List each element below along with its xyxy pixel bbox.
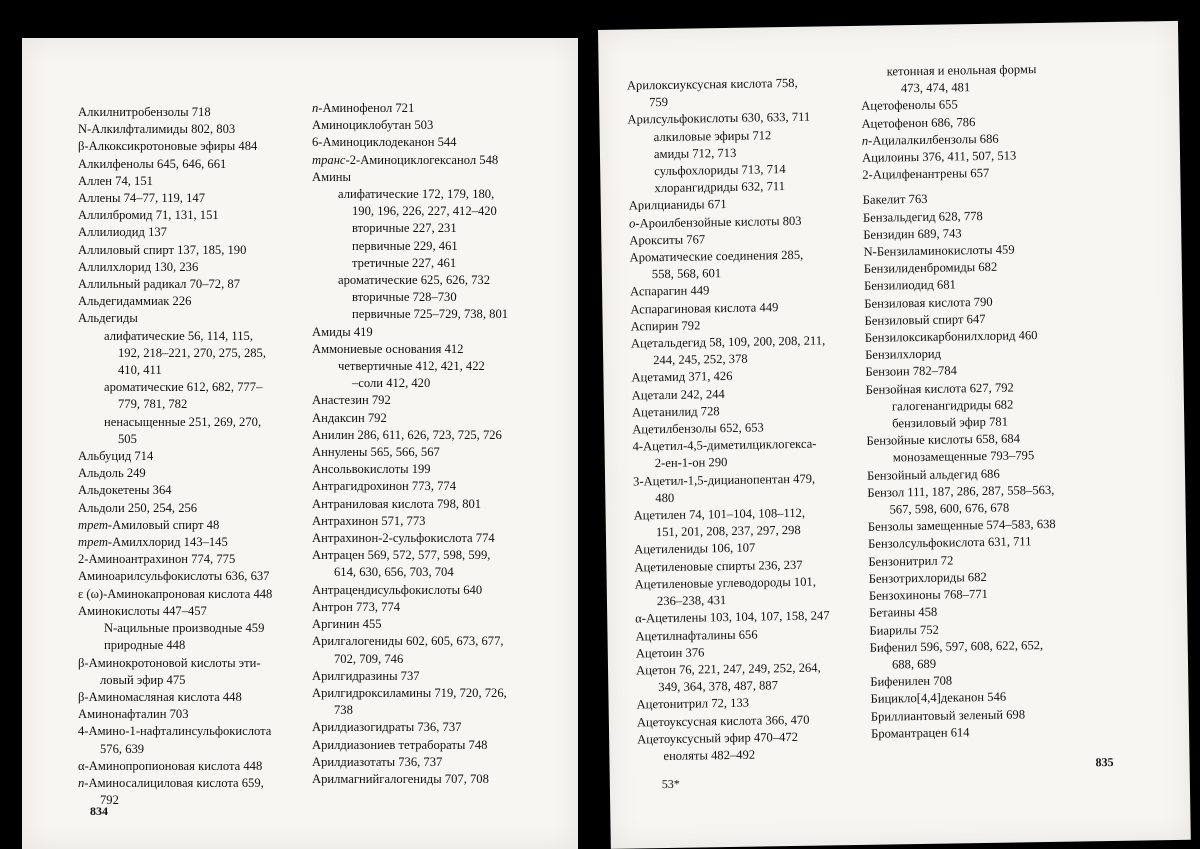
index-entry: монозамещенные 793–795 <box>892 448 1035 465</box>
index-entry: 2-Аминоантрахинон 774, 775 <box>78 552 236 567</box>
index-entry: Ацетоуксусный эфир 470–472 <box>637 729 799 747</box>
index-entry: Аспарагин 449 <box>630 283 710 299</box>
italic-prefix: n <box>312 101 319 115</box>
index-entry: Арилгалогениды 602, 605, 673, 677, <box>312 634 504 649</box>
index-entry: Андаксин 792 <box>312 410 387 425</box>
index-entry: Антрацен 569, 572, 577, 598, 599, <box>312 548 491 563</box>
left-page-column-1 <box>78 104 272 809</box>
index-entry: Бензиловый спирт 647 <box>864 311 986 328</box>
index-entry: Аллены 74–77, 119, 147 <box>78 191 205 206</box>
index-entry: Аммониевые основания 412 <box>312 341 464 356</box>
index-entry: Ацетилениды 106, 107 <box>634 541 756 557</box>
index-entry: Аминонафталин 703 <box>78 707 189 722</box>
index-entry: четвертичные 412, 421, 422 <box>338 359 485 374</box>
index-entry: Аспарагиновая кислота 449 <box>630 299 779 317</box>
index-entry: Альдоль 249 <box>78 466 146 481</box>
index-entry: 558, 568, 601 <box>651 266 722 282</box>
entry-text: -2-Аминоциклогексанол 548 <box>345 152 499 167</box>
index-entry <box>78 775 272 792</box>
index-entry: Арилгидроксиламины 719, 720, 726, <box>312 685 507 700</box>
page-number: 835 <box>1095 754 1114 770</box>
index-entry: 3-Ацетил-1,5-дицианопентан 479, <box>632 471 816 489</box>
index-entry: Аннулены 565, 566, 567 <box>312 445 440 460</box>
index-entry: Альдегидаммиак 226 <box>78 294 192 309</box>
index-entry: амиды 712, 713 <box>653 145 737 161</box>
index-entry: Арилдиазотаты 736, 737 <box>312 754 443 769</box>
index-entry: Бензилиодид 681 <box>863 277 956 294</box>
index-entry: Бромантрацен 614 <box>870 724 970 741</box>
italic-prefix: n <box>78 775 85 790</box>
index-entry: Антрагидрохинон 773, 774 <box>312 479 457 494</box>
index-entry: Арилоксиуксусная кислота 758, <box>626 75 798 93</box>
index-entry: Ацетонитрил 72, 133 <box>636 696 750 712</box>
index-entry: 480 <box>655 490 675 506</box>
index-entry: 702, 709, 746 <box>334 651 404 666</box>
index-entry <box>629 212 824 232</box>
index-entry: Бифенил 596, 597, 608, 622, 652, <box>869 637 1044 655</box>
page-number: 834 <box>90 804 108 818</box>
index-entry: Ацетиленовые спирты 236, 237 <box>634 557 803 575</box>
index-entry: Аллен 74, 151 <box>78 173 153 188</box>
entry-text: -Аминосалициловая кислота 659, <box>84 775 264 790</box>
index-entry: Ацетанилид 728 <box>631 403 720 420</box>
index-entry: Ацетоин 376 <box>635 645 705 661</box>
index-entry: Антрон 773, 774 <box>312 599 401 614</box>
index-entry: α-Аминопропионовая кислота 448 <box>78 758 263 773</box>
index-entry: Аминоциклобутан 503 <box>312 118 434 133</box>
index-entry: Бензойные кислоты 658, 684 <box>866 431 1021 449</box>
index-entry: Анилин 286, 611, 626, 723, 725, 726 <box>312 427 502 442</box>
index-entry: 4-Ацетил-4,5-диметилциклогекса- <box>632 436 817 454</box>
index-entry: ароматические 612, 682, 777– <box>104 380 263 395</box>
index-entry: Алкилнитробензолы 718 <box>78 105 211 119</box>
index-entry: 151, 201, 208, 237, 297, 298 <box>655 523 801 540</box>
index-entry: Антрацендисульфокислоты 640 <box>312 582 483 597</box>
right-page-column-2 <box>861 61 1059 743</box>
index-entry: –соли 412, 420 <box>352 376 431 391</box>
index-entry: Бензотрихлориды 682 <box>868 569 987 586</box>
index-entry: 688, 689 <box>891 656 937 672</box>
index-entry: Бензиловая кислота 790 <box>864 294 993 311</box>
index-entry: Аллиловый спирт 137, 185, 190 <box>78 242 247 257</box>
index-entry: ловый эфир 475 <box>100 672 186 687</box>
index-entry: N-Алкилфталимиды 802, 803 <box>78 122 236 137</box>
index-entry: Биарилы 752 <box>869 622 939 638</box>
entry-text: -Аминофенол 721 <box>318 101 415 115</box>
index-entry: Алкилфенолы 645, 646, 661 <box>78 156 227 171</box>
index-entry: Аргинин 455 <box>312 617 382 632</box>
index-entry: Антраниловая кислота 798, 801 <box>312 496 482 511</box>
index-entry <box>78 517 272 534</box>
index-entry: 236–238, 431 <box>656 593 727 609</box>
italic-prefix: трет <box>78 517 108 532</box>
index-entry: Альдокетены 364 <box>78 483 172 498</box>
index-entry: ε (ω)-Аминокапроновая кислота 448 <box>78 586 273 601</box>
entry-text: -Амилхлорид 143–145 <box>107 535 228 550</box>
index-entry: Бензилиденбромиды 682 <box>863 259 998 277</box>
index-entry: Бензоин 782–784 <box>865 363 957 380</box>
index-entry: Ацетоуксусная кислота 366, 470 <box>636 712 810 729</box>
index-entry <box>312 152 508 169</box>
index-entry: 190, 196, 226, 227, 412–420 <box>352 204 497 219</box>
index-entry: 738 <box>334 703 353 718</box>
index-entry: алкиловые эфиры 712 <box>653 127 772 144</box>
index-entry: 779, 781, 782 <box>118 397 188 412</box>
index-entry: α-Ацетилены 103, 104, 107, 158, 247 <box>635 608 830 626</box>
index-entry: Анастезин 792 <box>312 393 391 408</box>
index-entry: Бензонитрил 72 <box>868 553 954 569</box>
index-entry: Аллильный радикал 70–72, 87 <box>78 277 240 292</box>
index-entry: Бензойный альдегид 686 <box>866 466 1000 483</box>
index-entry: 576, 639 <box>100 741 145 756</box>
index-entry: Аллилиодид 137 <box>78 225 167 240</box>
index-entry: Бакелит 763 <box>862 192 928 208</box>
entry-text: -Ароилбензойные кислоты 803 <box>635 213 802 231</box>
index-entry: 4-Амино-1-нафталинсульфокислота <box>78 724 272 739</box>
entry-text: -Ацилалкилбензолы 686 <box>867 131 999 148</box>
index-entry: вторичные 227, 231 <box>352 221 457 236</box>
index-entry: 244, 245, 252, 378 <box>653 351 748 368</box>
index-entry: Арилдиазогидраты 736, 737 <box>312 720 462 735</box>
index-entry: Арилгидразины 737 <box>312 668 420 683</box>
index-entry: галогенангидриды 682 <box>891 397 1014 414</box>
index-entry: N-ацильные производные 459 <box>104 621 265 636</box>
index-entry: Арилдиазониев тетрабораты 748 <box>312 737 488 752</box>
index-entry: Бензол 111, 187, 286, 287, 558–563, <box>867 482 1055 500</box>
index-entry: Ацетальдегид 58, 109, 200, 208, 211, <box>630 333 826 351</box>
index-entry: Ацетофенолы 655 <box>861 97 958 114</box>
index-entry: природные 448 <box>104 638 186 653</box>
index-entry: Ацетилнафталины 656 <box>635 627 758 643</box>
index-entry: 473, 474, 481 <box>900 80 971 96</box>
index-entry: первичные 229, 461 <box>352 238 458 253</box>
index-entry: Аллилхлорид 130, 236 <box>78 259 199 274</box>
index-entry: Бензальдегид 628, 778 <box>862 208 983 225</box>
index-entry: Ацетамид 371, 426 <box>631 369 733 385</box>
index-entry: 2-Ацилфенантрены 657 <box>862 166 990 183</box>
index-entry: Ацетофенон 686, 786 <box>861 114 976 131</box>
index-entry: 410, 411 <box>118 363 162 378</box>
index-entry: 349, 364, 378, 487, 887 <box>658 678 779 695</box>
index-entry: Арокситы 767 <box>629 232 706 248</box>
index-entry: β-Аминомасляная кислота 448 <box>78 689 242 704</box>
index-entry: Бензилхлорид <box>865 346 942 363</box>
index-entry: Бензойная кислота 627, 792 <box>865 380 1014 397</box>
index-entry: 2-ен-1-он 290 <box>654 455 728 471</box>
index-entry: вторичные 728–730 <box>352 290 457 305</box>
index-entry: Бензолы замещенные 574–583, 638 <box>867 517 1056 535</box>
italic-prefix: трет <box>78 535 108 550</box>
index-entry: 759 <box>649 95 669 110</box>
index-entry: 505 <box>118 431 137 446</box>
index-entry: Аминоарилсульфокислоты 636, 637 <box>78 569 270 584</box>
index-entry: 192, 218–221, 270, 275, 285, <box>118 345 266 360</box>
index-entry: Аспирин 792 <box>630 318 701 334</box>
italic-prefix: транс <box>312 152 346 167</box>
italic-prefix: n <box>861 133 869 148</box>
index-entry: Амины <box>312 169 352 184</box>
index-entry: алифатические 56, 114, 115, <box>104 328 253 343</box>
right-page-column-1 <box>627 75 832 766</box>
index-entry: 567, 598, 600, 676, 678 <box>889 500 1010 517</box>
index-entry: Ацилоины 376, 411, 507, 513 <box>861 148 1017 165</box>
left-page <box>22 38 578 849</box>
index-entry: Аллилбромид 71, 131, 151 <box>78 208 219 223</box>
index-entry: Ацетон 76, 221, 247, 249, 252, 264, <box>635 660 821 678</box>
index-entry: Бензилоксикарбонилхлорид 460 <box>864 328 1038 345</box>
index-entry: Альдоли 250, 254, 256 <box>78 500 198 515</box>
index-entry: Бифенилен 708 <box>870 673 953 689</box>
index-entry: N-Бензиламинокислоты 459 <box>863 242 1015 259</box>
index-entry: Ацетилбензолы 652, 653 <box>632 420 764 437</box>
index-entry <box>312 100 508 117</box>
index-entry: Ансольвокислоты 199 <box>312 462 431 477</box>
index-entry: еноляты 482–492 <box>663 747 756 763</box>
index-entry: Бетаины 458 <box>869 605 938 621</box>
index-entry: Бицикло[4,4]деканон 546 <box>870 689 1007 707</box>
index-entry: Ацетилен 74, 101–104, 108–112, <box>633 505 806 523</box>
index-entry: кетонная и енольная формы <box>886 62 1037 79</box>
index-entry <box>78 534 272 551</box>
index-entry: Бензолсульфокислота 631, 711 <box>868 534 1032 552</box>
index-entry: Ароматические соединения 285, <box>629 247 804 265</box>
index-entry: Амиды 419 <box>312 324 373 339</box>
index-entry: Антрахинон 571, 773 <box>312 513 426 528</box>
index-entry: Альбуцид 714 <box>78 449 154 464</box>
index-entry: 792 <box>100 793 119 808</box>
index-entry: ненасыщенные 251, 269, 270, <box>104 414 262 429</box>
italic-prefix: о <box>628 216 636 231</box>
signature-mark: 53* <box>661 776 680 792</box>
index-entry: Арилсульфокислоты 630, 633, 711 <box>627 110 811 127</box>
index-entry: Бензидин 689, 743 <box>863 226 962 242</box>
index-entry: сульфохлориды 713, 714 <box>654 162 786 179</box>
index-entry: Ацетиленовые углеводороды 101, <box>634 574 817 592</box>
index-entry: первичные 725–729, 738, 801 <box>352 307 509 322</box>
index-entry: 614, 630, 656, 703, 704 <box>334 565 454 580</box>
index-entry: хлорангидриды 632, 711 <box>654 179 786 196</box>
right-page <box>598 21 1191 849</box>
index-entry: ароматические 625, 626, 732 <box>338 273 491 288</box>
index-entry: бензиловый эфир 781 <box>892 414 1009 431</box>
index-entry: Альдегиды <box>78 311 138 326</box>
index-entry: Бензохиноны 768–771 <box>868 587 988 603</box>
index-entry: Антрахинон-2-сульфокислота 774 <box>312 531 495 546</box>
index-entry: Бриллиантовый зеленый 698 <box>870 706 1026 724</box>
entry-text: -Амиловый спирт 48 <box>107 517 220 532</box>
index-entry: Арилцианиды 671 <box>628 197 727 213</box>
index-entry: Арилмагнийгалогениды 707, 708 <box>312 771 489 786</box>
left-page-column-2 <box>312 100 508 788</box>
index-entry: Ацетали 242, 244 <box>631 386 725 403</box>
index-entry: алифатические 172, 179, 180, <box>338 187 495 202</box>
index-entry: третичные 227, 461 <box>352 255 457 270</box>
index-entry: β-Аминокротоновой кислоты эти- <box>78 655 261 670</box>
index-entry: β-Алкоксикротоновые эфиры 484 <box>78 139 258 154</box>
index-entry: 6-Аминоциклодеканон 544 <box>312 135 457 150</box>
index-entry: Аминокислоты 447–457 <box>78 603 207 618</box>
